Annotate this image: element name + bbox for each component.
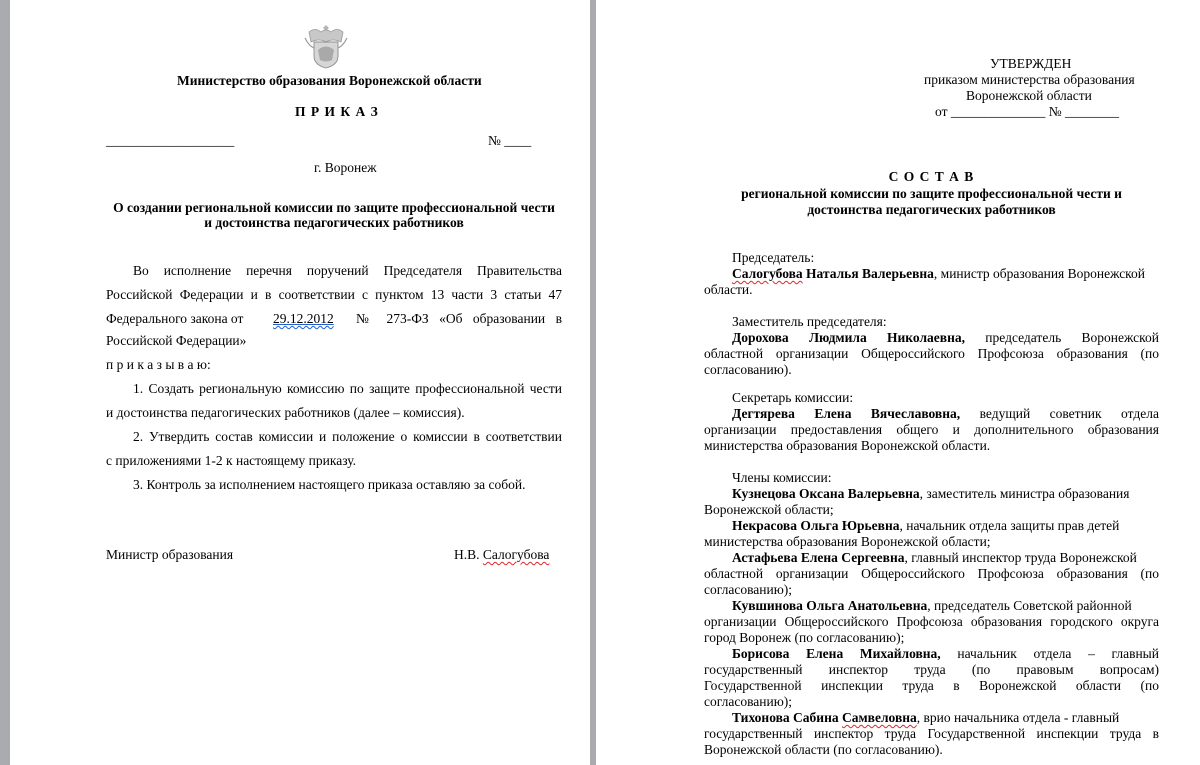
order-title-line-1: О создании региональной комиссии по защите профессиональной чести	[113, 200, 555, 215]
ministry-name: Министерство образования Воронежской области	[177, 73, 482, 88]
coat-of-arms-icon	[301, 22, 351, 70]
member-3-line-2: областной организации Общероссийского Профсоюза образования (по	[704, 566, 1159, 581]
member-1-line-1: Кузнецова Оксана Валерьевна, заместитель министра образования	[732, 486, 1130, 501]
member-4-line-3: город Воронеж (по согласованию);	[704, 630, 905, 645]
chair-line-1: Салогубова Наталья Валерьевна, министр образования Воронежской	[732, 266, 1146, 281]
members-label: Члены комиссии:	[732, 470, 832, 485]
approved-line-3: от ______________ № ________	[935, 104, 1119, 119]
deputy-line-3: согласованию).	[704, 362, 792, 377]
deputy-label: Заместитель председателя:	[732, 314, 887, 329]
body-line: Федерального закона от	[106, 311, 244, 326]
member-4-line-2: организации Общероссийского Профсоюза образования городского округа	[704, 614, 1159, 629]
chair-surname: Салогубова	[732, 266, 803, 281]
member-2-line-1: Некрасова Ольга Юрьевна, начальник отдела защиты прав детей	[732, 518, 1120, 533]
composition-heading: С О С Т А В	[888, 169, 975, 184]
composition-subheading-2: достоинства педагогических работников	[807, 202, 1056, 217]
body-line: Российской Федерации и в соответствии с пунктом 13 части 3 статьи 47	[106, 287, 562, 302]
secretary-label: Секретарь комиссии:	[732, 390, 854, 405]
law-date-text: 29.12.2012	[273, 311, 334, 326]
secretary-line-2: организации предоставления общего и дополнительного образования	[704, 422, 1159, 437]
body-line: Во исполнение перечня поручений Председателя Правительства	[133, 263, 562, 278]
signature-position: Министр образования	[106, 547, 234, 562]
member-5-line-2: государственный инспектор труда (по правовым вопросам)	[704, 662, 1159, 677]
order-number: № ____	[488, 133, 532, 148]
member-1-line-2: Воронежской области;	[704, 502, 834, 517]
doc-type-heading: П Р И К А З	[295, 104, 379, 119]
member-6-line-3: Воронежской области (по согласованию).	[704, 742, 943, 757]
date-blank: ___________________	[106, 133, 235, 148]
member-3-line-1: Астафьева Елена Сергеевна, главный инспектор труда Воронежской	[732, 550, 1137, 565]
approved-line-1: приказом министерства образования	[924, 72, 1135, 87]
member-5-line-3: Государственной инспекции труда в Воронежской области (по	[704, 678, 1159, 693]
member-4-line-1: Кувшинова Ольга Анатольевна, председатель Советской районной	[732, 598, 1132, 613]
member-6-line-1: Тихонова Сабина Самвеловна, врио начальника отдела - главный	[732, 710, 1120, 725]
orders-word: п р и к а з ы в а ю:	[106, 357, 211, 372]
composition-subheading-1: региональной комиссии по защите профессиональной чести и	[741, 186, 1122, 201]
approved-line-2: Воронежской области	[966, 88, 1092, 103]
chair-label: Председатель:	[732, 250, 815, 265]
body-line: Российской Федерации»	[106, 333, 247, 348]
order-title-line-2: и достоинства педагогических работников	[204, 215, 464, 230]
deputy-line-2: областной организации Общероссийского Профсоюза образования (по	[704, 346, 1159, 361]
signature-name	[454, 547, 549, 563]
item-3: 3. Контроль за исполнением настоящего приказа оставляю за собой.	[133, 477, 526, 492]
chair-line-2: области.	[704, 282, 753, 297]
deputy-line-1: Дорохова Людмила Николаевна, председатель Воронежской	[732, 330, 1159, 345]
document-page-order	[10, 0, 590, 765]
city: г. Воронеж	[314, 160, 377, 175]
document-page-composition	[596, 0, 1200, 765]
approved-title: УТВЕРЖДЕН	[990, 56, 1072, 71]
secretary-line-1: Дегтярева Елена Вячеславовна, ведущий советник отдела	[732, 406, 1159, 421]
member-3-line-3: согласованию);	[704, 582, 793, 597]
signature-surname: Салогубова	[482, 547, 550, 562]
body-line: № 273-ФЗ «Об образовании в	[356, 311, 562, 326]
law-date	[273, 311, 368, 327]
member-5-line-4: согласованию);	[704, 694, 793, 709]
item-2-line-2: с приложениями 1-2 к настоящему приказу.	[106, 453, 357, 468]
member-6-line-2: государственный инспектор труда Государственной инспекции труда в	[704, 726, 1159, 741]
secretary-line-3: министерства образования Воронежской области.	[704, 438, 991, 453]
item-1-line-1: 1. Создать региональную комиссию по защите профессиональной чести	[133, 381, 562, 396]
signature-initials: Н.В.	[454, 547, 480, 562]
item-2-line-1: 2. Утвердить состав комиссии и положение о комиссии в соответствии	[133, 429, 562, 444]
item-1-line-2: и достоинства педагогических работников (далее – комиссия).	[106, 405, 465, 420]
member-2-line-2: министерства образования Воронежской области;	[704, 534, 991, 549]
member-5-line-1: Борисова Елена Михайловна, начальник отдела – главный	[732, 646, 1159, 661]
